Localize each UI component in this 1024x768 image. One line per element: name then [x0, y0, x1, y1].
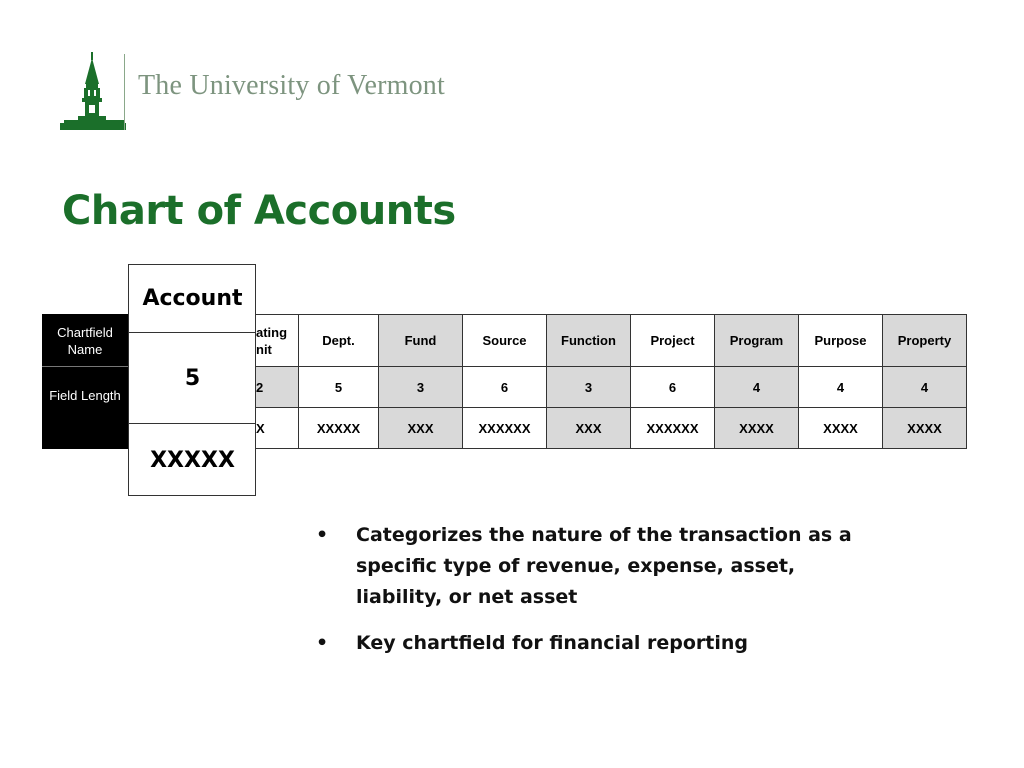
cell-length-program: 4: [715, 367, 799, 408]
cell-format-fund: XXX: [379, 408, 463, 449]
cell-name-property: Property: [883, 315, 967, 367]
cell-name-purpose: Purpose: [799, 315, 883, 367]
bullet-dot-icon: •: [316, 632, 329, 654]
account-label: Account: [129, 265, 256, 333]
cell-format-source: XXXXXX: [463, 408, 547, 449]
cell-length-project: 6: [631, 367, 715, 408]
logo-text: The University of Vermont: [138, 70, 445, 101]
row-header-field-length: Field Length: [43, 367, 128, 449]
logo-divider: [124, 54, 125, 130]
bullet-text: Key chartfield for financial reporting: [356, 632, 749, 654]
row-header-chartfield-name: Chartfield Name: [43, 315, 128, 367]
cell-length-source: 6: [463, 367, 547, 408]
cell-business-unit-length: 2: [128, 367, 299, 408]
cell-name-dept: Dept.: [299, 315, 379, 367]
account-length: 5: [129, 333, 256, 424]
bullet-list: [316, 520, 876, 674]
cell-length-function: 3: [547, 367, 631, 408]
cell-length-property: 4: [883, 367, 967, 408]
cell-name-program: Program: [715, 315, 799, 367]
cell-format-purpose: XXXX: [799, 408, 883, 449]
account-format: XXXXX: [150, 447, 235, 473]
cell-length-purpose: 4: [799, 367, 883, 408]
cell-format-property: XXXX: [883, 408, 967, 449]
bullet-item: [316, 628, 876, 659]
cell-name-fund: Fund: [379, 315, 463, 367]
account-card: [128, 264, 256, 496]
bullet-dot-icon: •: [316, 524, 329, 546]
cell-length-dept: 5: [299, 367, 379, 408]
bullet-text: Categorizes the nature of the transaction as a specific type of revenue, expense, asset, liability, or net asset: [356, 524, 852, 608]
cell-name-function: Function: [547, 315, 631, 367]
cell-name-project: Project: [631, 315, 715, 367]
cell-business-unit-format: X: [128, 408, 299, 449]
cell-business-unit-name: ating nit: [128, 315, 299, 367]
slide-title: Chart of Accounts: [62, 188, 456, 234]
tower-icon: [58, 50, 128, 132]
bullet-item: [316, 520, 876, 613]
cell-format-dept: XXXXX: [299, 408, 379, 449]
cell-length-fund: 3: [379, 367, 463, 408]
cell-format-program: XXXX: [715, 408, 799, 449]
cell-format-function: XXX: [547, 408, 631, 449]
cell-format-project: XXXXXX: [631, 408, 715, 449]
cell-name-source: Source: [463, 315, 547, 367]
